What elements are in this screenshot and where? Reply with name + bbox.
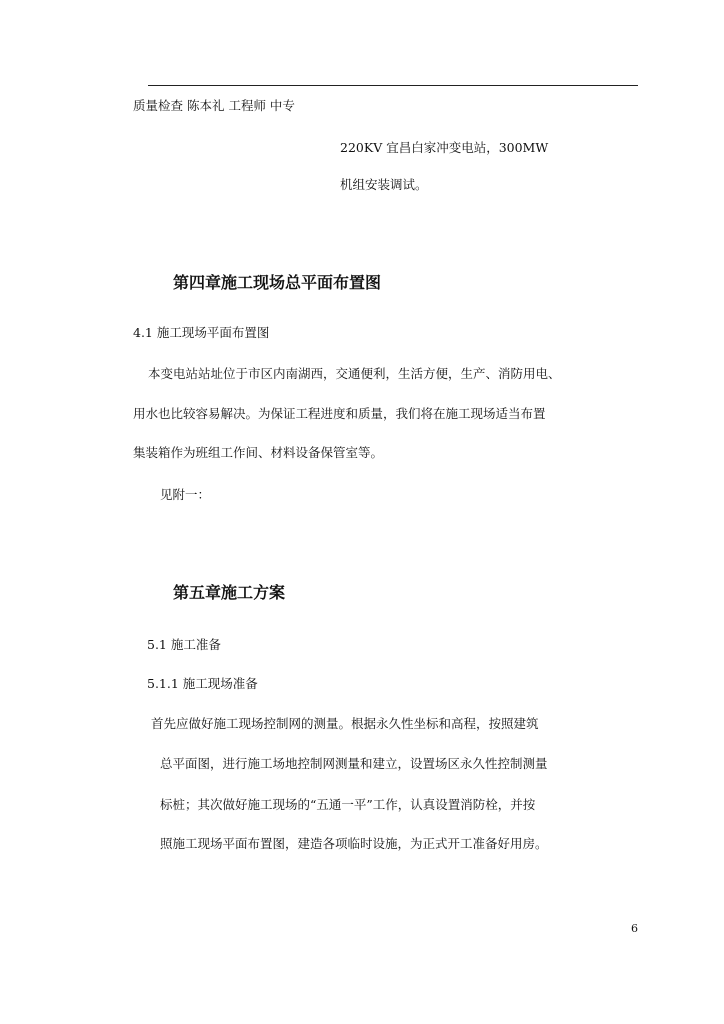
page-number: 6	[631, 922, 638, 935]
chapter-4-paragraph-line-3: 集装箱作为班组工作间、材料设备保管室等。	[133, 445, 384, 460]
header-rule	[148, 85, 638, 86]
chapter-5-title: 第五章施工方案	[173, 583, 286, 602]
see-attachment-note: 见附一：	[160, 487, 211, 502]
section-5-1-heading: 5.1 施工准备	[147, 637, 221, 652]
project-experience-line-1: 220KV 宜昌白家冲变电站，300MW	[340, 140, 549, 155]
chapter-5-paragraph-line-1: 首先应做好施工现场控制网的测量。根据永久性坐标和高程，按照建筑	[151, 716, 539, 731]
project-experience-line-2: 机组安装调试。	[340, 177, 428, 192]
qc-staff-row: 质量检查 陈本礼 工程师 中专	[133, 98, 295, 113]
section-5-1-1-heading: 5.1.1 施工现场准备	[147, 676, 258, 691]
chapter-4-paragraph-line-1: 本变电站站址位于市区内南湖西，交通便利，生活方便，生产、消防用电、	[148, 366, 561, 381]
chapter-5-paragraph-line-4: 照施工现场平面布置图，建造各项临时设施，为正式开工准备好用房。	[160, 836, 548, 851]
chapter-5-paragraph-line-2: 总平面图，进行施工场地控制网测量和建立，设置场区永久性控制测量	[160, 756, 548, 771]
chapter-4-paragraph-line-2: 用水也比较容易解决。为保证工程进度和质量，我们将在施工现场适当布置	[133, 406, 546, 421]
section-4-1-heading: 4.1 施工现场平面布置图	[133, 325, 270, 340]
chapter-4-title: 第四章施工现场总平面布置图	[173, 273, 382, 292]
chapter-5-paragraph-line-3: 标桩；其次做好施工现场的“五通一平”工作，认真设置消防栓，并按	[160, 797, 536, 812]
